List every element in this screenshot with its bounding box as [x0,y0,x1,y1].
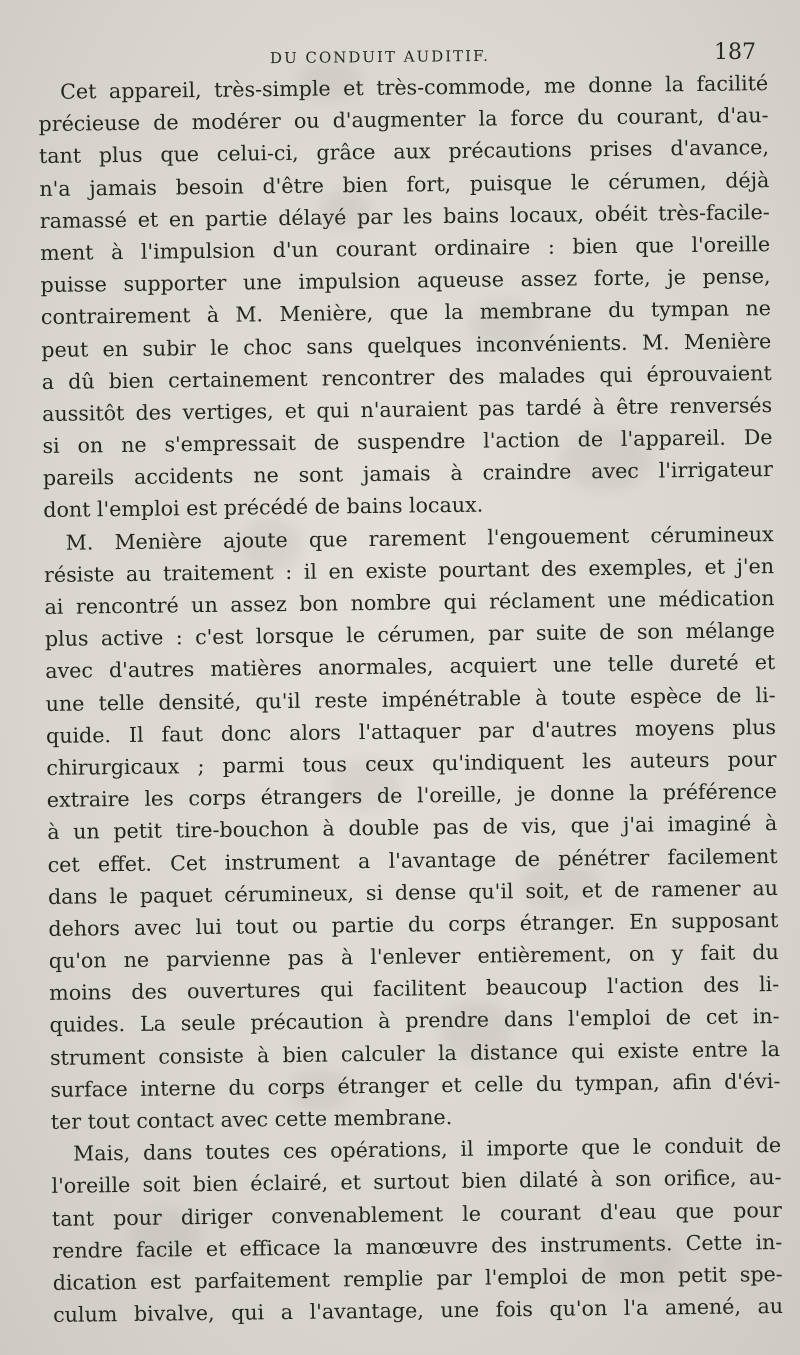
text-line: tant pour diriger convenablement le courant d'eau que pour [51,1197,783,1231]
text-line: extraire les corps étrangers de l'oreille, je donne la préférence [46,779,777,813]
running-title: DU CONDUIT AUDITIF. [269,46,490,68]
text-line: une telle densité, qu'il reste impénétrable à toute espèce de li- [45,682,776,716]
text-line: à un petit tire-bouchon à double pas de vis, que j'ai imaginé à [47,811,778,845]
text-line: avec d'autres matières anormales, acquiert une telle dureté et [45,650,776,684]
text-line: moins des ouvertures qui facilitent beaucoup l'action des li- [49,972,780,1006]
text-line: M. Menière ajoute que rarement l'engouement cérumineux [65,521,774,555]
paragraph-3 [51,1129,783,1331]
text-line: chirurgicaux ; parmi tous ceux qu'indiquent les auteurs pour [46,746,777,780]
text-line: ment à l'impulsion d'un courant ordinaire : bien que l'oreille [40,232,771,265]
text-line: culum bivalve, qui a l'avantage, une fois qu'on l'a amené, au [52,1294,784,1328]
text-line: contrairement à M. Menière, que la membrane du tympan ne [40,296,772,330]
text-line: cet effet. Cet instrument a l'avantage de pénétrer facilement [47,843,778,877]
text-line: Cet appareil, très-simple et très-commode, me donne la facilité [60,71,769,104]
text-line: surface interne du corps étranger et celle du tympan, afin d'évi- [50,1068,781,1102]
paragraph-1 [38,67,773,527]
text-line: pareils accidents ne sont jamais à craindre avec l'irrigateur [42,457,774,491]
text-line: quides. La seule précaution à prendre dans l'emploi de cet in- [49,1004,780,1038]
text-line: l'oreille soit bien éclairé, et surtout bien dilaté à son orifice, au- [51,1165,782,1199]
text-line: dont l'emploi est précédé de bains locaux. [43,493,484,523]
text-line: dication est parfaitement remplie par l'emploi de mon petit spe- [52,1261,783,1295]
text-line: résiste au traitement : il en existe pourtant des exemples, et j'en [43,553,775,587]
text-line: Mais, dans toutes ces opérations, il importe que le conduit de [73,1133,782,1166]
paragraph-2 [44,518,781,1138]
text-line: quide. Il faut donc alors l'attaquer par d'autres moyens plus [45,714,777,748]
text-line: tant plus que celui-ci, grâce aux précautions prises d'avance, [38,135,770,169]
body-text [38,67,783,1331]
text-line: rendre facile et efficace la manœuvre des instruments. Cette in- [52,1229,783,1263]
text-line: précieuse de modérer ou d'augmenter la force du courant, d'au- [38,103,769,137]
text-line: qu'on ne parvienne pas à l'enlever entièrement, on y fait du [48,940,779,973]
text-line: a dû bien certainement rencontrer des malades qui éprouvaient [41,360,772,394]
text-line: ai rencontré un assez bon nombre qui réclament une médication [44,586,775,619]
text-line: dehors avec lui tout ou partie du corps étranger. En supposant [48,907,779,941]
text-line: puisse supporter une impulsion aqueuse assez forte, je pense, [40,264,771,298]
text-line: n'a jamais besoin d'être bien fort, puisque le cérumen, déjà [39,167,770,201]
text-line: peut en subir le choc sans quelques inconvénients. M. Menière [41,328,772,362]
text-line: aussitôt des vertiges, et qui n'auraient pas tardé à être renversés [41,392,773,426]
text-line: dans le paquet cérumineux, si dense qu'il soit, et de ramener au [47,875,779,909]
page-number: 187 [714,40,756,65]
text-line: si on ne s'empressait de suspendre l'action de l'appareil. De [42,425,773,459]
text-line: ramassé et en partie délayé par les bains locaux, obéit très-facile- [39,199,770,233]
text-line: strument consiste à bien calculer la distance qui existe entre la [49,1036,781,1070]
text-line: ter tout contact avec cette membrane. [50,1105,453,1134]
text-line: plus active : c'est lorsque le cérumen, par suite de son mélange [44,618,775,652]
